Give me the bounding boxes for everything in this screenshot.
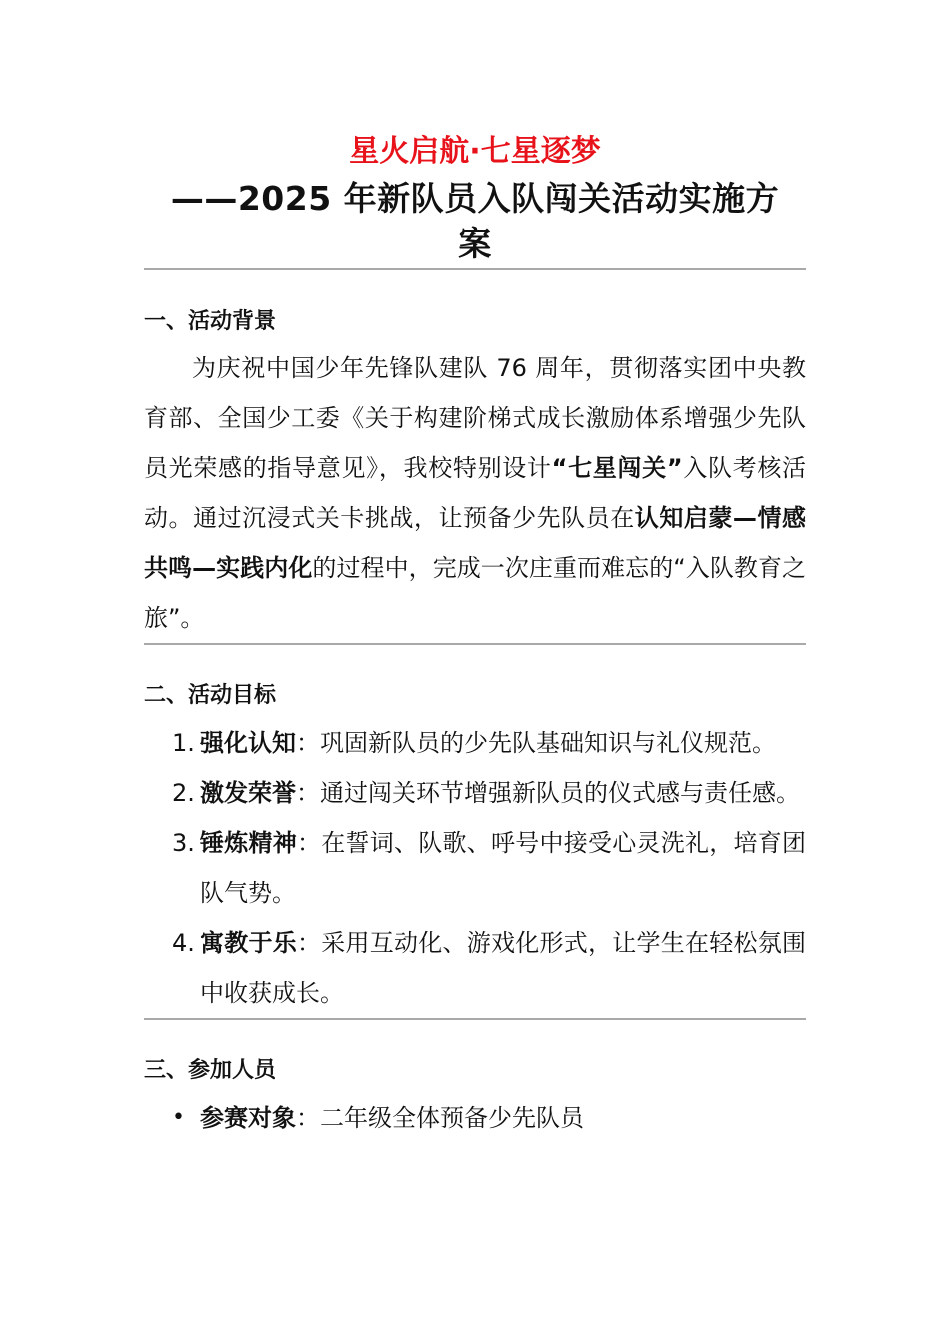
title-main-text-cont: 案 — [458, 224, 492, 263]
goal-item — [144, 768, 806, 818]
goal-title: 强化认知 — [200, 729, 296, 757]
bullet-icon: • — [172, 1105, 185, 1130]
goal-text: ：通过闯关环节增强新队员的仪式感与责任感。 — [296, 779, 800, 807]
goal-text: ：采用互动化、游戏化形式，让学生在轻松氛围中收获成长。 — [200, 929, 806, 1007]
document-body — [144, 128, 806, 1143]
section-heading-background: 一、活动背景 — [144, 309, 277, 334]
goal-text: ：巩固新队员的少先队基础知识与礼仪规范。 — [296, 729, 776, 757]
goal-text: ：在誓词、队歌、呼号中接受心灵洗礼，培育团队气势。 — [200, 829, 806, 907]
title-main-line — [144, 176, 806, 266]
goal-number: 4. — [172, 929, 195, 957]
goals-list — [144, 718, 806, 1018]
title-divider — [144, 268, 806, 270]
section2-divider — [144, 1018, 806, 1020]
background-paragraph — [144, 343, 806, 643]
goal-number: 1. — [172, 729, 195, 757]
goal-item — [144, 818, 806, 918]
title-main-text: ——2025 年新队员入队闯关活动实施方 — [170, 179, 780, 218]
background-text-c: 入队考核活动。通过沉浸式关卡挑战，让预备少先队员在 — [144, 454, 807, 532]
background-text-a: 为庆祝中国少年先锋队建队 76 周年，贯彻落实团中央教育部、全国少工委《关于构建阶梯式成长激励体系增强少先队员光荣感的指导意见》，我校特别设计 — [144, 354, 806, 482]
participants-list — [144, 1093, 806, 1143]
goal-title: 寓教于乐 — [200, 929, 297, 957]
goal-title: 激发荣誉 — [200, 779, 296, 807]
participant-label: 参赛对象 — [200, 1104, 296, 1132]
goal-title: 锤炼精神 — [200, 829, 297, 857]
participant-item — [144, 1093, 806, 1143]
goal-number: 3. — [172, 829, 195, 857]
goal-item — [144, 718, 806, 768]
section1-divider — [144, 643, 806, 645]
background-bold-d: 认知启蒙—情感共鸣—实践内化 — [144, 504, 807, 582]
participant-text: ：二年级全体预备少先队员 — [296, 1104, 584, 1132]
background-text-e: 的过程中，完成一次庄重而难忘的“入队教育之旅”。 — [144, 554, 806, 632]
goal-item — [144, 918, 806, 1018]
section-heading-participants: 三、参加人员 — [144, 1058, 277, 1083]
goal-number: 2. — [172, 779, 195, 807]
section-heading-goals: 二、活动目标 — [144, 683, 277, 708]
background-bold-b: “七星闯关” — [551, 454, 683, 482]
title-red-line: 星火启航·七星逐梦 — [349, 134, 601, 169]
